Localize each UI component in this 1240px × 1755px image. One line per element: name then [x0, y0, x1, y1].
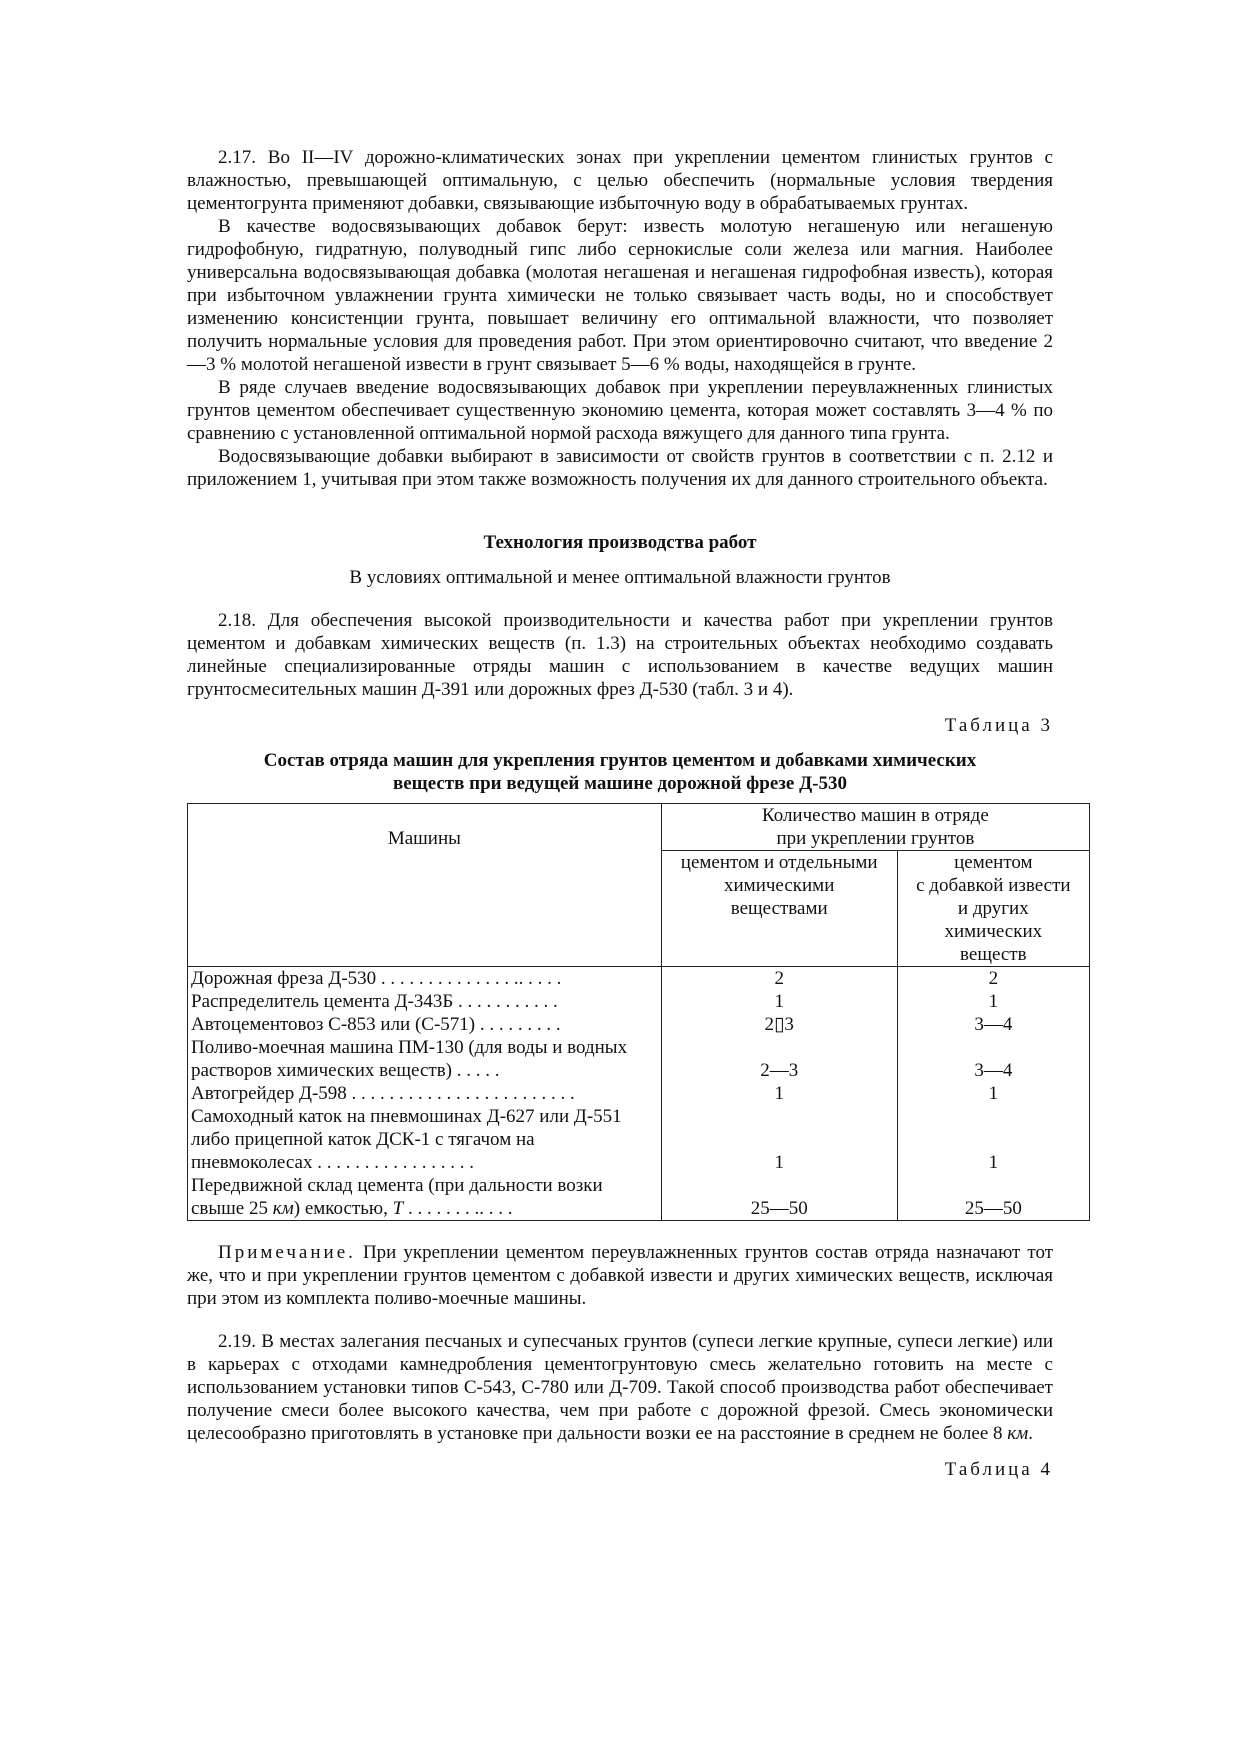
paragraph-additive-selection: Водосвязывающие добавки выбирают в зависимости от свойств грунтов в соответствии с п. 2.12 и приложением 1, учитывая при этом также возможность получения их для данного строительного объекта.: [187, 446, 1053, 490]
paragraph-cement-economy: В ряде случаев введение водосвязывающих добавок при укреплении переувлажненных глинистых грунтов цементом обеспечивает существенную экономию цемента, которая может составлять 3—4 % по сравнению с установленной оптимальной нормой расхода вяжущего для данного типа грунта.: [187, 377, 1053, 444]
machine-name: Передвижной склад цемента (при дальности возки свыше 25 км) емкостью, Т . . . . . . . .. . . .: [188, 1174, 662, 1221]
note-text: При укреплении цементом переувлажненных грунтов состав отряда назначают тот же, что и при укреплении грунтов цементом с добавкой извести и других химических веществ, исключая при этом из комплекта поливо-моечные машины.: [187, 1242, 1053, 1309]
table-row: [188, 1174, 1090, 1221]
table-3: [187, 803, 1090, 1221]
header-cement-lime: цементом с добавкой извести и других химических веществ: [897, 851, 1089, 967]
qty-cement: 2▯3: [661, 1013, 897, 1036]
paragraph-2-17: 2.17. Во II—IV дорожно-климатических зонах при укреплении цементом глинистых грунтов с влажностью, превышающей оптимальную, с целью обеспечить (нормальные условия твердения цементогрунта применяют добавки, связывающие избыточную воду в обрабатываемых грунтах.: [187, 147, 1053, 214]
table-3-title: Состав отряда машин для укрепления грунтов цементом и добавками химических веществ при ведущей машине дорожной фрезе Д-530: [263, 750, 977, 794]
table-3-note: [187, 1241, 1053, 1310]
table-row: [188, 1036, 1090, 1082]
qty-cement: 1: [661, 1105, 897, 1174]
paragraph-additives: В качестве водосвязывающих добавок берут: известь молотую негашеную или негашеную гидрофобную, гидратную, полуводный гипс либо сернокислые соли железа или магния. Наиболее универсальна водосвязывающая добавка (молотая негашеная и негашеная гидрофобная известь), которая при избыточном увлажнении грунта химически не только связывает часть воды, но и способствует изменению консистенции грунта, повышает величину его оптимальной влажности, что позволяет получить нормальные условия для проведения работ. При этом ориентировочно считают, что введение 2—3 % молотой негашеной извести в грунт связывает 5—6 % воды, находящейся в грунте.: [187, 216, 1053, 375]
header-quantity: Количество машин в отряде при укреплении грунтов: [661, 804, 1089, 851]
table-row: [188, 967, 1090, 991]
qty-lime: 1: [897, 990, 1089, 1013]
machine-name: Автогрейдер Д-598 . . . . . . . . . . . . . . . . . . . . . . . .: [188, 1082, 662, 1105]
qty-lime: 1: [897, 1105, 1089, 1174]
qty-cement: 25—50: [661, 1174, 897, 1221]
qty-cement: 1: [661, 1082, 897, 1105]
machine-name: Автоцементовоз С-853 или (С-571) . . . . . . . . .: [188, 1013, 662, 1036]
qty-cement: 2—3: [661, 1036, 897, 1082]
paragraph-2-18: 2.18. Для обеспечения высокой производительности и качества работ при укреплении грунтов цементом и добавкам химических веществ (п. 1.3) на строительных объектах необходимо создавать линейные специализированные отряды машин с использованием в качестве ведущих машин грунтосмесительных машин Д-391 или дорожных фрез Д-530 (табл. 3 и 4).: [187, 610, 1053, 700]
qty-lime: 1: [897, 1082, 1089, 1105]
machine-name: Распределитель цемента Д-343Б . . . . . . . . . . .: [188, 990, 662, 1013]
qty-lime: 2: [897, 967, 1089, 991]
table-row: [188, 1082, 1090, 1105]
header-machines: Машины: [188, 804, 662, 967]
paragraph-2-19: 2.19. В местах залегания песчаных и супесчаных грунтов (супеси легкие крупные, супеси легкие) или в карьерах с отходами камнедробления цементогрунтовую смесь желательно готовить на месте с использованием установки типов С-543, С-780 или Д-709. Такой способ производства работ обеспечивает получение смеси более высокого качества, чем при работе с дорожной фрезой. Смесь экономически целесообразно приготовлять в установке при дальности возки ее на расстояние в среднем не более 8 км.: [187, 1331, 1053, 1444]
table-4-caption: Таблица 4: [944, 1459, 1053, 1480]
table-row: [188, 1105, 1090, 1174]
table-row: [188, 1013, 1090, 1036]
qty-cement: 1: [661, 990, 897, 1013]
machine-name: Поливо-моечная машина ПМ-130 (для воды и водных растворов химических веществ) . . . . .: [188, 1036, 662, 1082]
section-heading: Технология производства работ: [483, 532, 757, 553]
section-subheading: В условиях оптимальной и менее оптимальной влажности грунтов: [349, 567, 891, 588]
qty-lime: 25—50: [897, 1174, 1089, 1221]
qty-lime: 3—4: [897, 1036, 1089, 1082]
document-page: [187, 146, 1071, 1481]
note-label: Примечание.: [218, 1242, 356, 1263]
qty-lime: 3—4: [897, 1013, 1089, 1036]
qty-cement: 2: [661, 967, 897, 991]
table-3-caption: Таблица 3: [944, 715, 1053, 736]
table-row: [188, 990, 1090, 1013]
machine-name: Дорожная фреза Д-530 . . . . . . . . . . . . . . .. . . . .: [188, 967, 662, 991]
header-cement-chemicals: цементом и отдельными химическими веществами: [661, 851, 897, 967]
machine-name: Самоходный каток на пневмошинах Д-627 или Д-551 либо прицепной каток ДСК-1 с тягачом на пневмоколесах . . . . . . . . . . . . . . . . .: [188, 1105, 662, 1174]
